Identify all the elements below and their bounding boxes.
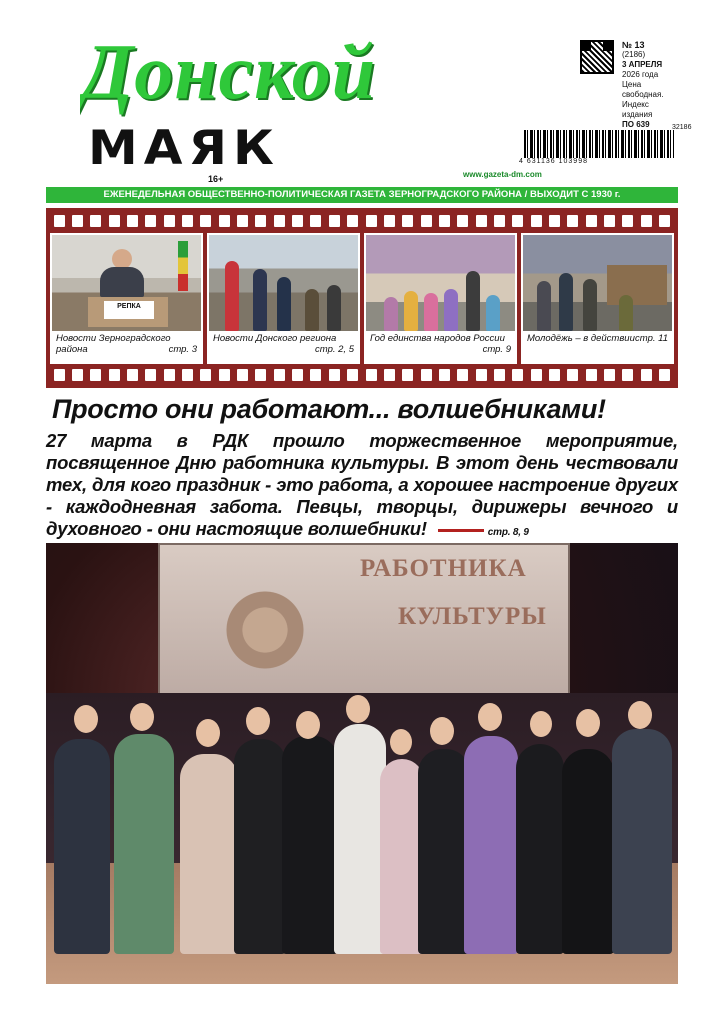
teaser-title: Новости Зерноградского района [56,333,171,355]
theater-masks-icon [220,585,310,675]
teaser-page: стр. 3 [168,344,197,355]
price-line1: Цена [622,80,642,89]
barcode-icon [524,130,674,158]
teaser-photo [366,235,515,331]
person [54,739,110,954]
teaser-unity-year[interactable] [364,233,517,364]
projection-screen [158,543,570,703]
article-headline[interactable]: Просто они работают... волшебниками! [52,394,606,424]
person [516,744,564,954]
price-line2: свободная. [622,90,664,99]
person [334,724,386,954]
film-perforations-top [46,212,678,230]
newspaper-subtitle: ЕЖЕНЕДЕЛЬНАЯ ОБЩЕСТВЕННО-ПОЛИТИЧЕСКАЯ ГАЗЕТА ЗЕРНОГРАДСКОГО РАЙОНА / ВЫХОДИТ С 1930 г. [46,187,678,203]
index-line1: Индекс [622,100,649,109]
teaser-photo [52,235,201,331]
teaser-caption [527,333,668,344]
red-rule [438,529,484,532]
teaser-caption [370,333,511,355]
main-photo [46,543,678,984]
qr-code-icon [580,40,614,74]
teaser-caption [56,333,197,355]
price-info [622,80,702,130]
barcode-number: 4 631136 103998 [519,158,588,165]
person-head [130,703,154,731]
teaser-film-strip [46,208,678,388]
issue-date: 3 АПРЕЛЯ [622,60,663,69]
person-head [296,711,320,739]
index-line2: издания [622,110,653,119]
person [234,739,286,954]
person [418,749,470,954]
person-head [346,695,370,723]
teaser-photo [209,235,358,331]
person-head [196,719,220,747]
newspaper-title-bottom: МАЯК [88,120,280,176]
website-link[interactable]: www.gazeta-dm.com [463,170,542,179]
teaser-page: стр. 9 [482,344,511,355]
person-head [390,729,412,755]
film-perforations-bottom [46,366,678,384]
person-head [74,705,98,733]
person-head [530,711,552,737]
article-lead [46,430,678,544]
teaser-region-news[interactable] [207,233,360,364]
issue-year: 2026 года [622,70,659,79]
person-head [478,703,502,731]
teaser-district-news[interactable] [50,233,203,364]
person [114,734,174,954]
person [464,736,518,954]
person-head [576,709,600,737]
issue-total: (2186) [622,50,646,59]
teaser-caption [213,333,354,355]
subscription-index: ПО 639 [622,120,650,129]
newspaper-title-top: Донской [80,28,377,115]
screen-text-line1: РАБОТНИКА [360,555,527,582]
person [180,754,238,954]
teaser-page: стр. 2, 5 [315,344,354,355]
issue-info [622,40,702,80]
issue-number: № 13 [622,40,645,50]
teaser-photo [523,235,672,331]
person [562,749,614,954]
person [282,736,338,954]
article-pages[interactable]: стр. 8, 9 [487,527,529,538]
article-lead-text: 27 марта в РДК прошло торжественное мероприятие, посвященное Дню работника культуры. В этот день чествовали тех, для кого праздник - это работа, а хорошее настроение других - каждодневная забота. Певцы, творцы, дирижеры вечного и духовного - они настоящие волшебники! [46,430,678,539]
teaser-title: Новости Донского региона [213,333,337,344]
person [612,729,672,954]
person-head [628,701,652,729]
barcode-addon: 32186 [672,124,692,131]
teaser-youth[interactable] [521,233,674,364]
teaser-page: стр. 11 [635,333,668,344]
age-rating: 16+ [208,174,224,184]
teaser-title: Молодёжь – в действии [527,333,635,344]
person-head [430,717,454,745]
teaser-title: Год единства народов России [370,333,505,344]
nameplate: РЕПКА [104,301,154,319]
person-head [246,707,270,735]
screen-text-line2: КУЛЬТУРЫ [398,603,547,630]
